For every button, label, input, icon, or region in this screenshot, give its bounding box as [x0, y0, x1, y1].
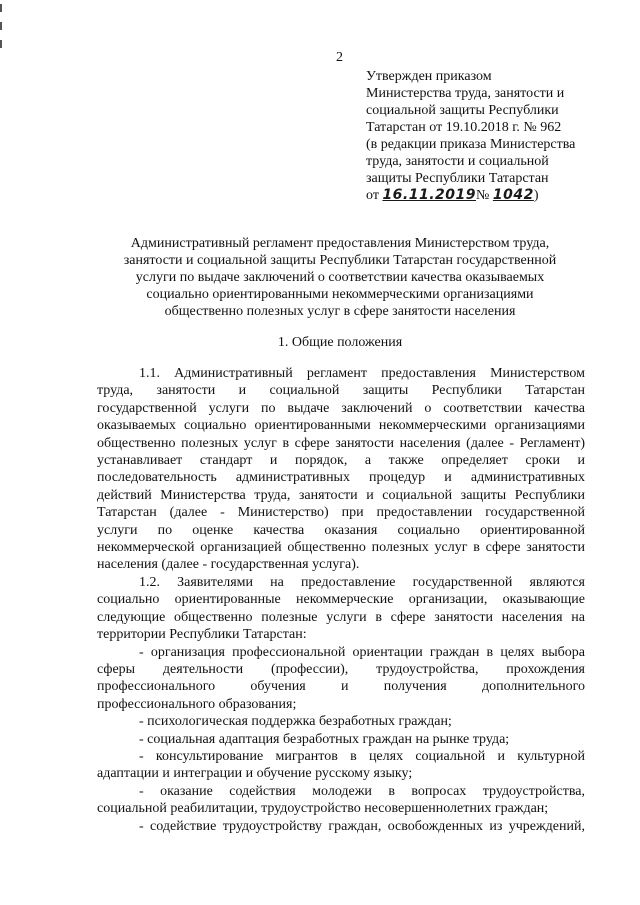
body-line: 1.1. Административный регламент предоставления Министерством	[139, 366, 585, 381]
body-line: общественно полезных услуг в сфере занятости населения (далее - Регламент)	[97, 435, 585, 451]
body-line: - содействие трудоустройству граждан, освобожденных из учреждений,	[139, 818, 585, 834]
approval-line: Утвержден приказом	[366, 69, 492, 84]
body-line: Татарстан (далее - Министерство) при предоставлении государственной	[97, 505, 585, 521]
number-sign: №	[476, 188, 490, 203]
title-line: общественно полезных услуг в сфере занятости населения	[164, 304, 516, 319]
body-line: - социальная адаптация безработных граждан на рынке труда;	[139, 731, 510, 747]
date-prefix: от	[366, 188, 379, 203]
title-line: услуги по выдаче заключений о соответствии качества оказываемых	[135, 270, 545, 285]
body-line: некоммерческой организацией общественно полезных услуг в сфере занятости	[97, 540, 585, 556]
body-line: сферы деятельности (профессии), трудоустройства, прохождения	[97, 661, 585, 677]
approval-line: труда, занятости и социальной	[366, 154, 549, 169]
body-line: труда, занятости и социальной защиты Республики Татарстан	[97, 383, 585, 399]
body-line: услуги по оценке качества оказания социально ориентированной	[97, 522, 585, 538]
body-line: социальной реабилитации, трудоустройство несовершеннолетних граждан;	[97, 801, 549, 817]
body-line: последовательность административных процедур и административных	[97, 470, 585, 486]
body-line: населения (далее - государственная услуга).	[97, 557, 360, 573]
handwritten-date: 16.11.2019	[382, 187, 477, 203]
body-line: - психологическая поддержка безработных граждан;	[139, 714, 452, 730]
scan-edge-mark	[0, 22, 2, 30]
body-line: действий Министерства труда, занятости и социальной защиты Республики	[97, 487, 585, 503]
approval-line: социальной защиты Республики	[366, 103, 559, 118]
body-line: государственной услуги по выдаче заключений о соответствии качества	[97, 400, 585, 416]
body-line: территории Республики Татарстан:	[97, 627, 307, 643]
body-line: следующие общественно полезные услуги в сфере занятости населения на	[97, 609, 585, 625]
page-number: 2	[336, 50, 343, 65]
approval-line: (в редакции приказа Министерства	[366, 137, 576, 152]
body-line: адаптации и интеграции и обучение русскому языку;	[97, 766, 413, 782]
body-text	[97, 365, 585, 835]
scan-edge-mark	[0, 40, 2, 48]
handwritten-number: 1042	[492, 187, 534, 203]
title-line: социально ориентированными некоммерческими организациями	[146, 287, 534, 302]
title-line: занятости и социальной защиты Республики Татарстан государственной	[123, 253, 557, 268]
title-line: Административный регламент предоставления Министерством труда,	[130, 236, 550, 251]
body-line: - организация профессиональной ориентации граждан в целях выбора	[139, 644, 585, 660]
body-line: профессионального образования;	[97, 696, 297, 712]
body-line: социально ориентированные некоммерческие организации, оказывающие	[97, 592, 585, 608]
approval-line: Министерства труда, занятости и	[366, 86, 565, 101]
body-line: оказываемых социально ориентированными некоммерческими организациями	[97, 418, 585, 434]
body-line: 1.2. Заявителями на предоставление государственной являются	[139, 574, 585, 590]
body-line: - оказание содействия молодежи в вопросах трудоустройства,	[139, 783, 585, 799]
body-line: профессионального обучения и получения дополнительного	[97, 679, 585, 695]
approval-line: защиты Республики Татарстан	[366, 171, 549, 186]
scan-edge-mark	[0, 4, 2, 12]
document-title	[100, 235, 580, 320]
approval-line: Татарстан от 19.10.2018 г. № 962	[366, 120, 562, 135]
body-line: - консультирование мигрантов в целях социальной и культурной	[139, 748, 585, 764]
section-heading: 1. Общие положения	[277, 335, 403, 350]
approval-stamp-block	[366, 68, 616, 204]
body-line: устанавливает стандарт и порядок, а также определяет сроки и	[97, 453, 585, 469]
approval-date-line: от 16.11.2019№ 1042)	[366, 187, 539, 203]
